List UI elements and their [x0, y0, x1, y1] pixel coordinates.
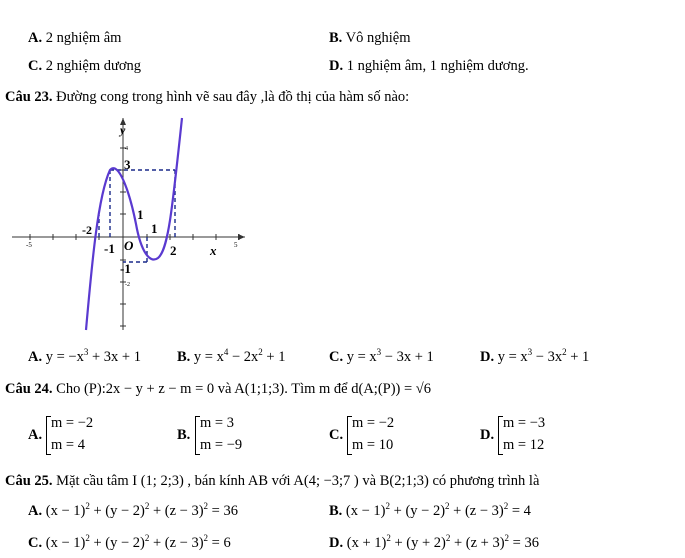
question-text: Đường cong trong hình vẽ sau đây ,là đồ thị của hàm số nào:: [56, 89, 410, 105]
y-axis-label: y: [120, 123, 126, 137]
option-key: B.: [329, 503, 343, 519]
q24-option-c[interactable]: [347, 416, 394, 455]
system-line: m = 10: [352, 437, 394, 453]
label-3: 3: [124, 157, 131, 172]
x-axis-label: x: [210, 243, 217, 258]
option-key: D.: [329, 58, 344, 74]
option-text: 2 nghiệm âm: [45, 30, 122, 46]
option-text: Vô nghiệm: [345, 30, 411, 46]
cubic-graph: [0, 112, 260, 337]
system-line: m = −2: [51, 415, 94, 431]
distance-condition: d(A;(P)) = √6: [351, 381, 431, 397]
label-neg2: -2: [82, 223, 92, 237]
option-key: C.: [329, 349, 344, 365]
system-line: m = 3: [200, 415, 234, 431]
origin-label: O: [124, 238, 134, 253]
q24-option-a[interactable]: [46, 416, 93, 455]
text: và: [217, 381, 232, 397]
option-key: D.: [329, 535, 344, 551]
q25-option-a[interactable]: A. $(x - 1)^2 + (y - 2)^2 + (z - 3)^2 = 36$: [28, 501, 238, 519]
q24-option-b[interactable]: [195, 416, 242, 455]
q23-option-c[interactable]: C. $y = x^3 - 3x + 1$: [329, 347, 434, 365]
system-line: m = −9: [200, 437, 243, 453]
system-line: m = 12: [503, 437, 545, 453]
option-key: D.: [480, 349, 495, 365]
tick-label-neg2: -2: [125, 282, 130, 288]
q24-key-a[interactable]: A.: [28, 427, 43, 443]
q22-option-d[interactable]: [329, 59, 529, 74]
option-text: 2 nghiệm dương: [45, 58, 142, 74]
system-line: m = −3: [503, 415, 546, 431]
question-label: Câu 23.: [5, 89, 53, 105]
system-line: m = 4: [51, 437, 85, 453]
q24-key-b[interactable]: B.: [177, 427, 191, 443]
option-key: C.: [28, 58, 43, 74]
cubic-curve: [86, 118, 182, 330]
q25-option-b[interactable]: B. $(x - 1)^2 + (y - 2)^2 + (z - 3)^2 = 4$: [329, 501, 531, 519]
question-text: Mặt cầu tâm I (1; 2;3) , bán kính AB với A(4; −3;7 ) và B(2;1;3) có phương trình là: [56, 473, 540, 489]
q24-key-c[interactable]: C.: [329, 427, 344, 443]
option-key: A.: [28, 503, 43, 519]
q23-prompt: [5, 90, 409, 105]
q22-option-a[interactable]: [28, 31, 121, 46]
q23-option-d[interactable]: D. $y = x^3 - 3x^2 + 1$: [480, 347, 590, 365]
q24-prompt: [5, 382, 431, 397]
q24-option-d[interactable]: [498, 416, 545, 455]
text: . Tìm m để: [284, 381, 348, 397]
q23-option-b[interactable]: B. $y = x^4 - 2x^2 + 1$: [177, 347, 286, 365]
option-key: A.: [28, 349, 43, 365]
question-label: Câu 24.: [5, 381, 53, 397]
question-label: Câu 25.: [5, 473, 53, 489]
tick-label-neg5: -5: [26, 241, 32, 249]
q25-option-c[interactable]: C. $(x - 1)^2 + (y - 2)^2 + (z - 3)^2 = 6$: [28, 533, 231, 551]
option-key: C.: [28, 535, 43, 551]
option-key: B.: [177, 349, 191, 365]
tick-label-4: 4: [125, 146, 128, 152]
label-2: 2: [170, 243, 177, 258]
text: Cho: [56, 381, 81, 397]
label-neg1-y: -1: [120, 261, 131, 276]
q23-option-a[interactable]: A. $y = -x^3 + 3x + 1$: [28, 347, 141, 365]
point-a: A(1;1;3): [234, 381, 285, 397]
label-1-y: 1: [137, 207, 144, 222]
option-key: A.: [28, 30, 43, 46]
q22-option-c[interactable]: [28, 59, 141, 74]
q22-option-b[interactable]: [329, 31, 411, 46]
q25-option-d[interactable]: D. $(x + 1)^2 + (y + 2)^2 + (z + 3)^2 = 36$: [329, 533, 539, 551]
label-1-x: 1: [151, 221, 158, 236]
q25-prompt: [5, 474, 539, 489]
option-text: 1 nghiệm âm, 1 nghiệm dương.: [346, 58, 529, 74]
plane-equation: (P):2x − y + z − m = 0: [83, 381, 215, 397]
label-neg1-x: -1: [104, 241, 115, 256]
tick-label-5: 5: [234, 241, 238, 249]
option-key: B.: [329, 30, 343, 46]
q24-key-d[interactable]: D.: [480, 427, 495, 443]
system-line: m = −2: [352, 415, 395, 431]
